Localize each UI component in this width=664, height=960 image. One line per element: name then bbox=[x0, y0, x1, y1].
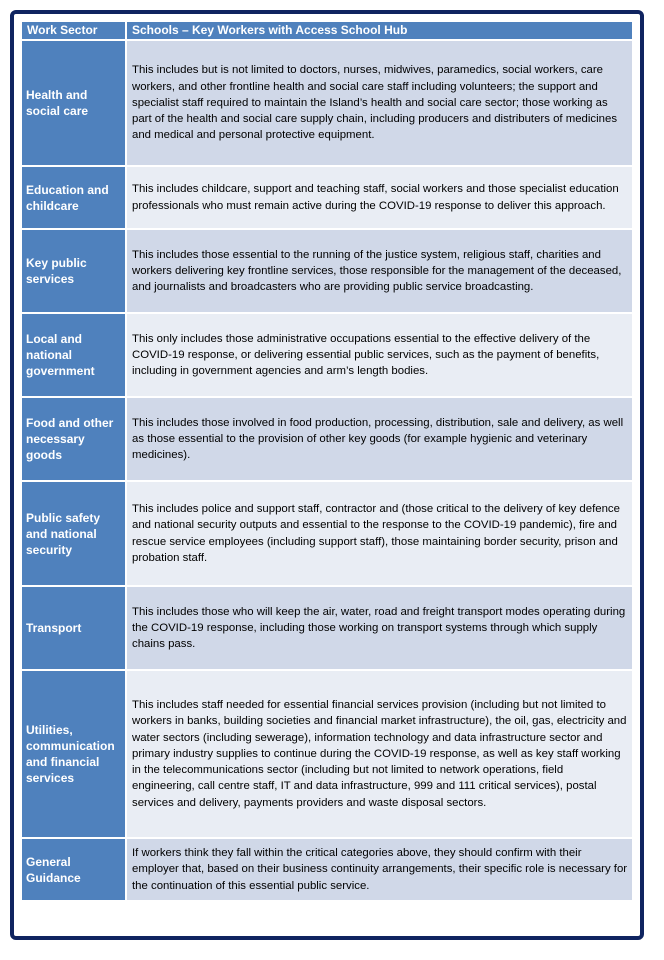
sector-label: Public safety and national security bbox=[22, 482, 127, 585]
sector-description: This includes police and support staff, contractor and (those critical to the delivery of key defence and national security outputs and essential to the response to the COVID-19 pandemic), fire and rescue service employees (including support staff), those maintaining border security, prison and probation staff. bbox=[127, 482, 632, 585]
table-row-health-social-care bbox=[22, 41, 632, 165]
sector-label: Food and other necessary goods bbox=[22, 398, 127, 480]
table-row-key-public-services bbox=[22, 230, 632, 312]
table-row-transport bbox=[22, 587, 632, 669]
table-row-education-childcare bbox=[22, 167, 632, 228]
key-workers-table bbox=[22, 20, 632, 902]
sector-label: Education and childcare bbox=[22, 167, 127, 228]
table-row-local-national-government bbox=[22, 314, 632, 396]
sector-description: This includes those involved in food production, processing, distribution, sale and delivery, as well as those essential to the provision of other key goods (for example hygienic and veterinary medicines). bbox=[127, 398, 632, 480]
table-header-row bbox=[22, 22, 632, 39]
header-work-sector: Work Sector bbox=[22, 22, 127, 39]
header-schools-key-workers: Schools – Key Workers with Access School Hub bbox=[127, 22, 632, 39]
sector-description: If workers think they fall within the critical categories above, they should confirm with their employer that, based on their business continuity arrangements, their specific role is necessary for the continuation of this essential public service. bbox=[127, 839, 632, 900]
sector-description: This includes staff needed for essential financial services provision (including but not limited to workers in banks, building societies and financial market infrastructure), the oil, gas, electricity and water sectors (including sewerage), information technology and data infrastructure sector and primary industry supplies to continue during the COVID-19 response, as well as key staff working in the telecommunications sector (including but not limited to network operations, field engineering, call centre staff, IT and data infrastructure, 999 and 111 critical services), postal services and delivery, payments providers and waste disposal sectors. bbox=[127, 671, 632, 837]
sector-label: Utilities, communication and financial services bbox=[22, 671, 127, 837]
table-row-food-goods bbox=[22, 398, 632, 480]
sector-description: This includes those essential to the running of the justice system, religious staff, charities and workers delivering key frontline services, those responsible for the management of the deceased, and journalists and broadcasters who are providing public service broadcasting. bbox=[127, 230, 632, 312]
sector-label: Key public services bbox=[22, 230, 127, 312]
sector-description: This only includes those administrative occupations essential to the effective delivery of the COVID-19 response, or delivering essential public services, such as the payment of benefits, including in government agencies and arm’s length bodies. bbox=[127, 314, 632, 396]
sector-label: Local and national government bbox=[22, 314, 127, 396]
sector-description: This includes those who will keep the air, water, road and freight transport modes operating during the COVID-19 response, including those working on transport systems through which supply chains pass. bbox=[127, 587, 632, 669]
sector-label: Health and social care bbox=[22, 41, 127, 165]
sector-label: General Guidance bbox=[22, 839, 127, 900]
table-row-public-safety bbox=[22, 482, 632, 585]
table-row-utilities-communication-financial bbox=[22, 671, 632, 837]
sector-label: Transport bbox=[22, 587, 127, 669]
sector-description: This includes but is not limited to doctors, nurses, midwives, paramedics, social workers, care workers, and other frontline health and social care staff including volunteers; the support and specialist staff required to maintain the Island’s health and social care sector; those working as part of the health and social care supply chain, including producers and distributers of medicines and medical and personal protective equipment. bbox=[127, 41, 632, 165]
table-row-general-guidance bbox=[22, 839, 632, 900]
sector-description: This includes childcare, support and teaching staff, social workers and those specialist education professionals who must remain active during the COVID-19 response to deliver this approach. bbox=[127, 167, 632, 228]
